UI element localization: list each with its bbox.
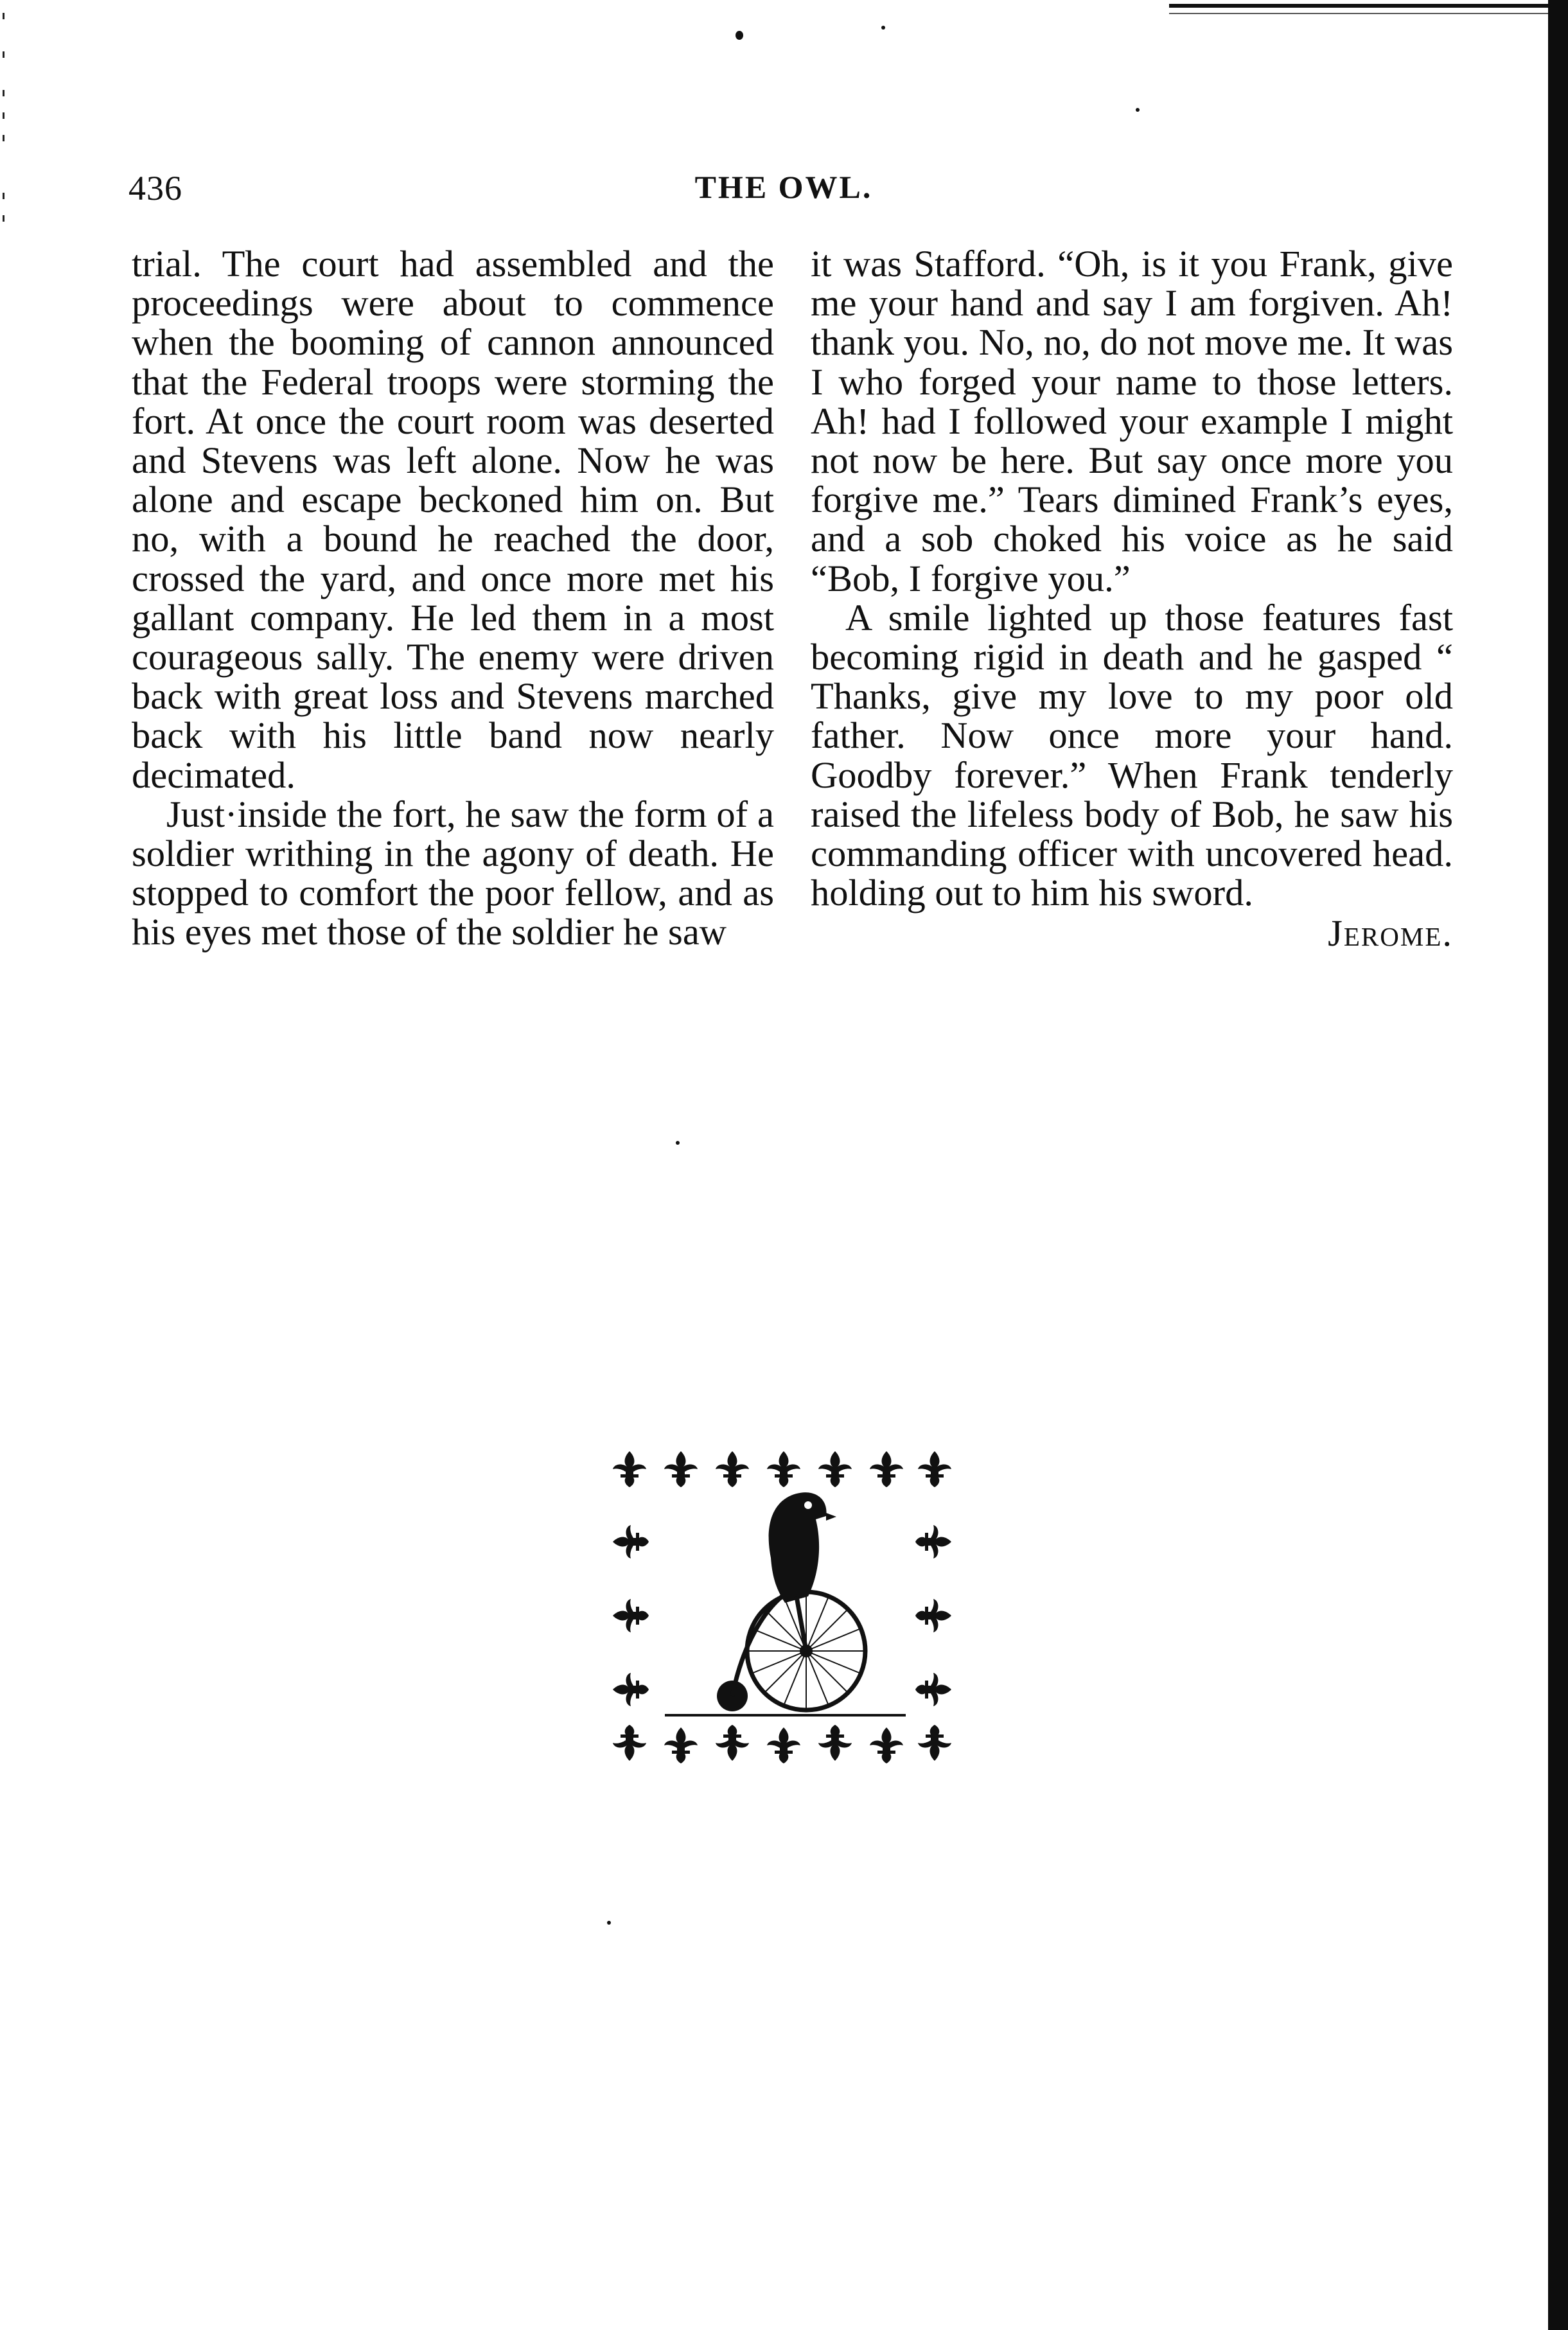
scan-speck [1136,108,1140,112]
right-paragraph-2: A smile lighted up those features fast becoming rigid in death and he gasped “ Thanks, give my love to my poor old father. Now once more your hand. Goodby forever.” When Frank tenderly raised the lifeless body of Bob, he saw his commanding officer with uncovered head. holding out to him his sword. [811,596,1453,914]
owl-bicycle-ornament-icon [604,1442,964,1783]
scan-top-rule [1169,4,1568,8]
left-paragraph-2: Just·inside the fort, he saw the form of a soldier writhing in the agony of death. He stopped to comfort the poor fellow, and as his eyes met those of the soldier he saw [132,793,774,953]
scan-speck [676,1141,680,1145]
left-fleur-column [613,1525,649,1706]
owl-rider [769,1492,836,1651]
right-fleur-column [915,1525,951,1706]
running-head [128,168,1439,213]
right-column [811,244,1453,953]
author-signature: Jerome. [1328,912,1453,955]
scan-speck [736,31,743,40]
left-paragraph-1: trial. The court had assembled and the proceedings were about to commence when the booming of cannon announced that the Federal troops were storming the fort. At once the court room was deserted and Stevens was left alone. Now he was alone and escape beckoned him on. But no, with a bound he reached the door, crossed the yard, and once more met his gallant company. He led them in a most courageous sally. The enemy were driven back with great loss and Stevens marched back with his little band now nearly decimated. [132,243,774,796]
scan-left-edge-marks [0,0,10,257]
top-fleur-row [613,1451,951,1487]
bottom-fleur-row [613,1725,951,1763]
scan-speck [881,26,885,30]
scan-speck [607,1921,611,1925]
right-paragraph-1: it was Stafford. “Oh, is it you Frank, give me your hand and say I am forgiven. Ah! thank you. No, no, do not move me. It was I who forged your name to those letters. Ah! had I followed your example I might not now be here. But say once more you forgive me.” Tears dimined Frank’s eyes, and a sob choked his voice as he said “Bob, I forgive you.” [811,243,1453,599]
page-title: THE OWL. [694,169,873,205]
scan-right-edge-bar [1548,0,1568,2330]
scan-top-rule-thin [1169,13,1568,14]
page-number: 436 [128,169,182,207]
left-column [132,244,774,952]
